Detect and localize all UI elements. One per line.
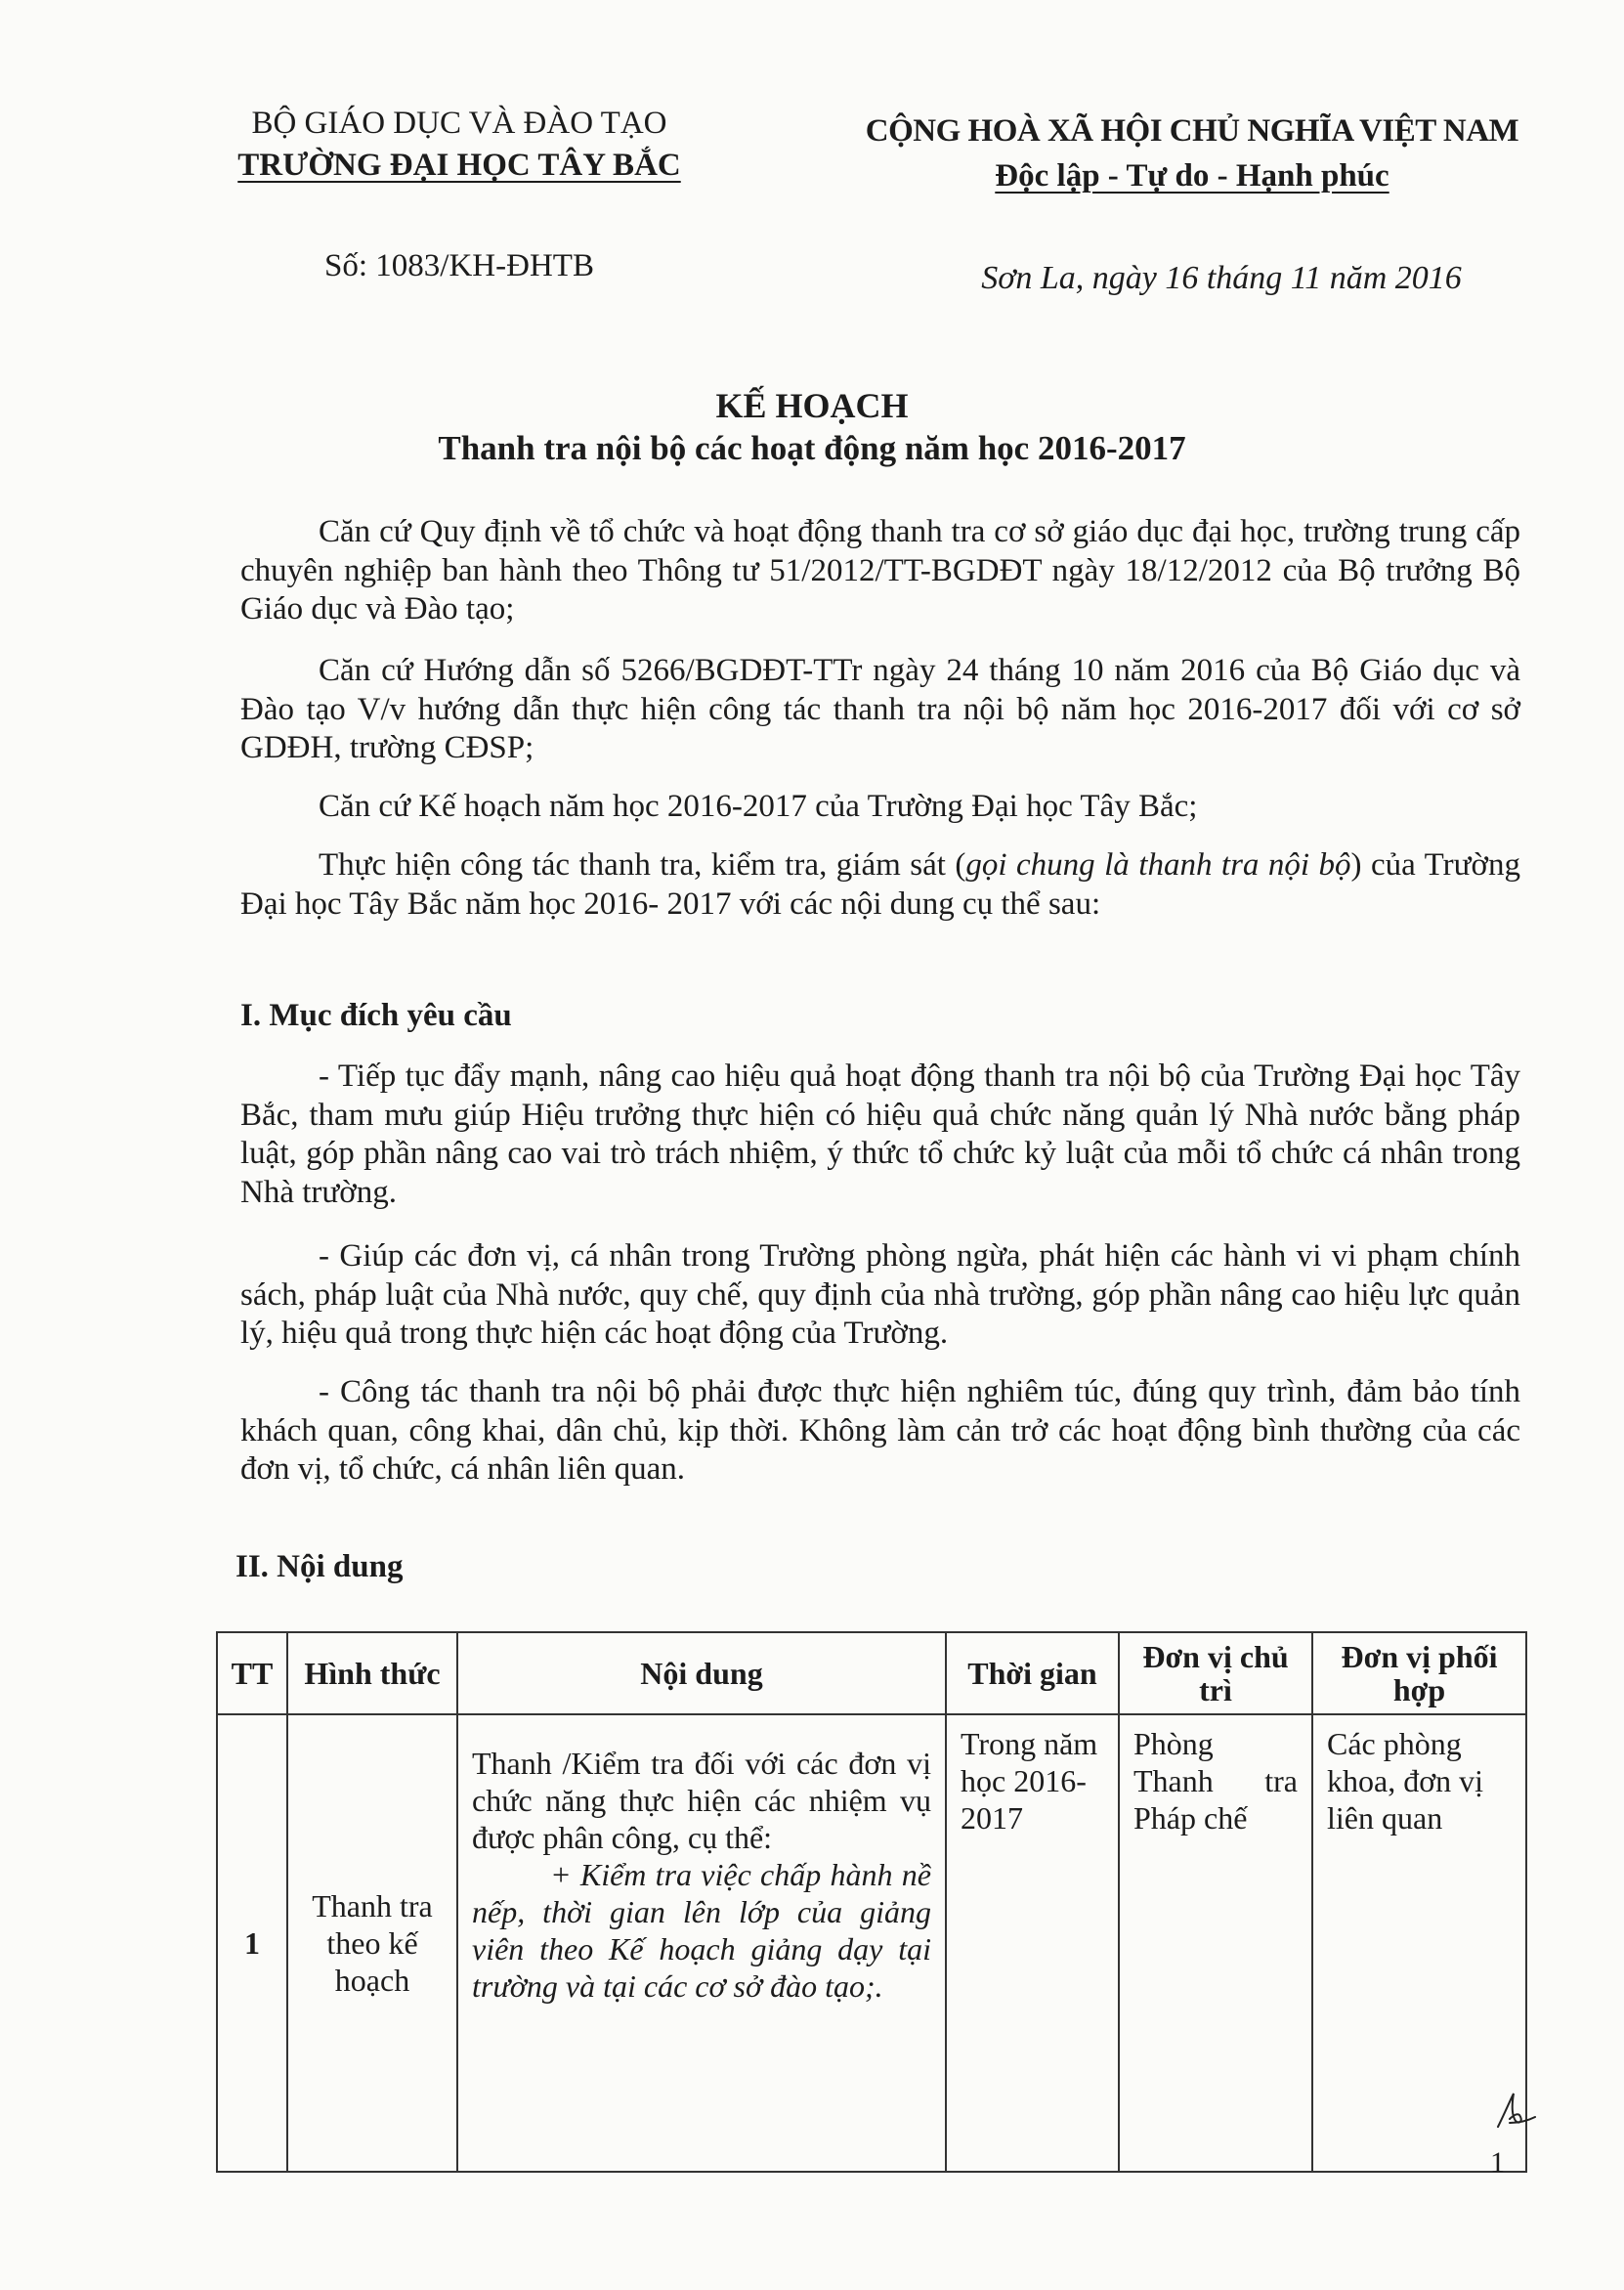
header-coop-unit: Đơn vị phối hợp [1312, 1632, 1526, 1714]
header-tt: TT [217, 1632, 287, 1714]
preamble-4 [240, 846, 1520, 924]
country-name: CỘNG HOÀ XÃ HỘI CHỦ NGHĨA VIỆT NAM [865, 113, 1519, 149]
preamble-4-after: ) của Trường Đại học Tây Bắc năm học 2016- 2017 với các nội dung cụ thể sau: [240, 847, 1520, 922]
cell-lead-unit: Phòng Thanh tra Pháp chế [1119, 1714, 1312, 2172]
header-form: Hình thức [287, 1632, 457, 1714]
preamble-4-before: Thực hiện công tác thanh tra, kiểm tra, giám sát ( [319, 847, 966, 883]
cell-time: Trong năm học 2016-2017 [946, 1714, 1119, 2172]
cell-form: Thanh tra theo kế hoạch [287, 1714, 457, 2172]
content-intro: Thanh /Kiểm tra đối với các đơn vị chức năng thực hiện các nhiệm vụ được phân công, cụ thể: [472, 1746, 931, 1855]
page-number: 1 [1490, 2146, 1505, 2179]
place-and-date: Sơn La, ngày 16 tháng 11 năm 2016 [981, 260, 1462, 296]
national-motto-text: Độc lập - Tự do - Hạnh phúc [995, 158, 1389, 194]
preamble-2: Căn cứ Hướng dẫn số 5266/BGDĐT-TTr ngày 24 tháng 10 năm 2016 của Bộ Giáo dục và Đào tạo V/v hướng dẫn thực hiện công tác thanh tra nội bộ năm học 2016-2017 đối với cơ sở GDĐH, trường CĐSP; [240, 653, 1520, 765]
preamble-3: Căn cứ Kế hoạch năm học 2016-2017 của Trường Đại học Tây Bắc; [319, 789, 1198, 824]
section-1-item-1: - Tiếp tục đẩy mạnh, nâng cao hiệu quả hoạt động thanh tra nội bộ của Trường Đại học Tây Bắc, tham mưu giúp Hiệu trưởng thực hiện có hiệu quả chức năng quản lý Nhà nước bằng pháp luật, góp phần nâng cao vai trò trách nhiệm, ý thức tổ chức kỷ luật của mỗi tổ chức cá nhân trong Nhà trường. [240, 1059, 1520, 1210]
university-name-text: TRƯỜNG ĐẠI HỌC TÂY BẮC [237, 148, 681, 183]
section-1-item-2: - Giúp các đơn vị, cá nhân trong Trường phòng ngừa, phát hiện các hành vi vi phạm chính sách, pháp luật của Nhà nước, quy chế, quy định của nhà trường, góp phần nâng cao hiệu lực quản lý, hiệu quả trong thực hiện các hoạt động của Trường. [240, 1238, 1520, 1351]
section-2-heading: II. Nội dung [235, 1549, 404, 1584]
header-content: Nội dung [457, 1632, 946, 1714]
document-number: Số: 1083/KH-ĐHTB [324, 248, 594, 283]
section-1-item-3: - Công tác thanh tra nội bộ phải được thực hiện nghiêm túc, đúng quy trình, đảm bảo tính khách quan, công khai, dân chủ, kịp thời. Không làm cản trở các hoạt động bình thường của các đơn vị, tổ chức, cá nhân liên quan. [240, 1374, 1520, 1487]
initials-signature-mark [1490, 2092, 1539, 2131]
cell-coop-unit: Các phòng khoa, đơn vị liên quan [1312, 1714, 1526, 2172]
national-motto [831, 156, 1554, 195]
document-subtitle: Thanh tra nội bộ các hoạt động năm học 2016-2017 [438, 429, 1186, 467]
university-name [225, 146, 694, 185]
cell-tt: 1 [217, 1714, 287, 2172]
content-item: + Kiểm tra việc chấp hành nề nếp, thời gian lên lớp của giảng viên theo Kế hoạch giảng dạy tại trường và tại các cơ sở đào tạo;. [472, 1857, 931, 2004]
ministry-name: BỘ GIÁO DỤC VÀ ĐÀO TẠO [251, 106, 667, 141]
document-title: KẾ HOẠCH [715, 386, 909, 425]
preamble-4-italic: gọi chung là thanh tra nội bộ [965, 847, 1351, 883]
table-header-row [217, 1632, 1526, 1714]
header-lead-unit: Đơn vị chủ trì [1119, 1632, 1312, 1714]
header-time: Thời gian [946, 1632, 1119, 1714]
preamble-1: Căn cứ Quy định về tổ chức và hoạt động thanh tra cơ sở giáo dục đại học, trường trung cấp chuyên nghiệp ban hành theo Thông tư 51/2012/TT-BGDĐT ngày 18/12/2012 của Bộ trưởng Bộ Giáo dục và Đào tạo; [240, 514, 1520, 627]
cell-content [457, 1714, 946, 2172]
plan-table [216, 1631, 1527, 2173]
section-1-heading: I. Mục đích yêu cầu [240, 998, 512, 1033]
table-row [217, 1714, 1526, 2172]
